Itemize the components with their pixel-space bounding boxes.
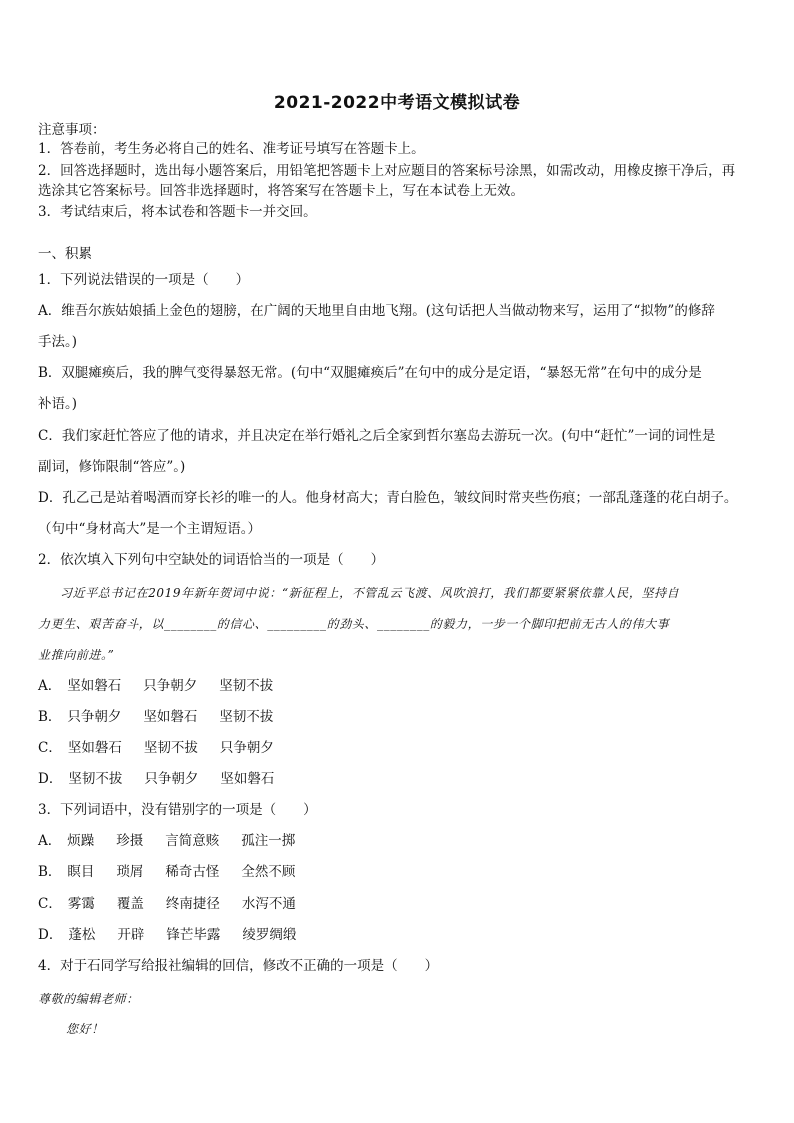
question-3-option-a[interactable] xyxy=(38,832,760,850)
option-word: 坚韧不拔 xyxy=(219,678,274,694)
option-word: 言简意赅 xyxy=(165,833,220,849)
question-3-option-d[interactable] xyxy=(38,926,760,944)
option-label: A． xyxy=(38,678,62,694)
option-word: 水泻不通 xyxy=(241,896,296,912)
option-word: 锋芒毕露 xyxy=(166,927,221,943)
option-label: B． xyxy=(38,709,62,725)
option-word: 终南捷径 xyxy=(165,896,220,912)
option-word: 坚如磐石 xyxy=(143,709,198,725)
question-3-stem: 3．下列词语中，没有错别字的一项是（ ） xyxy=(38,802,317,818)
option-word: 烦躁 xyxy=(67,833,95,849)
question-1-option-a: A．维吾尔族姑娘插上金色的翅膀，在广阔的天地里自由地飞翔。(这句话把人当做动物来写，运用了“拟物”的修辞 xyxy=(38,303,715,319)
question-4-stem: 4．对于石同学写给报社编辑的回信，修改不正确的一项是（ ） xyxy=(38,958,439,974)
question-2-option-c[interactable] xyxy=(38,739,760,757)
option-word: 瞑目 xyxy=(67,864,95,880)
question-1-stem: 1．下列说法错误的一项是（ ） xyxy=(38,272,250,288)
option-word: 琐屑 xyxy=(116,864,144,880)
option-word: 开辟 xyxy=(117,927,145,943)
option-word: 覆盖 xyxy=(116,896,144,912)
option-word: 坚韧不拔 xyxy=(143,740,198,756)
option-word: 坚如磐石 xyxy=(67,678,122,694)
option-word: 坚韧不拔 xyxy=(68,771,123,787)
option-word: 只争朝夕 xyxy=(143,678,198,694)
notice-item: 1．答卷前，考生务必将自己的姓名、准考证号填写在答题卡上。 xyxy=(38,141,425,157)
question-1-option-b-cont: 补语。) xyxy=(38,396,78,412)
option-word: 稀奇古怪 xyxy=(165,864,220,880)
option-word: 全然不顾 xyxy=(241,864,296,880)
question-2-option-d[interactable] xyxy=(38,770,760,788)
option-word: 孤注一掷 xyxy=(241,833,296,849)
option-word: 珍摄 xyxy=(116,833,144,849)
option-word: 雾霭 xyxy=(67,896,95,912)
notice-item: 选涂其它答案标号。回答非选择题时，将答案写在答题卡上，写在本试卷上无效。 xyxy=(38,183,524,199)
option-label: D． xyxy=(38,771,63,787)
option-word: 绫罗绸缎 xyxy=(242,927,297,943)
question-1-option-d: D．孔乙己是站着喝酒而穿长衫的唯一的人。他身材高大；青白脸色，皱纹间时常夹些伤痕；一部乱蓬蓬的花白胡子。 xyxy=(38,490,738,506)
option-word: 只争朝夕 xyxy=(67,709,122,725)
option-word: 坚如磐石 xyxy=(67,740,122,756)
option-word: 蓬松 xyxy=(68,927,96,943)
question-3-option-b[interactable] xyxy=(38,863,760,881)
question-2-passage: 习近平总书记在2019年新年贺词中说：“新征程上，不管乱云飞渡、风吹浪打，我们都要紧紧依靠人民，坚持自 xyxy=(60,586,680,600)
exam-title: 2021-2022中考语文模拟试卷 xyxy=(273,93,521,113)
question-2-option-b[interactable] xyxy=(38,708,760,726)
question-1-option-b: B．双腿瘫痪后，我的脾气变得暴怒无常。(句中“双腿瘫痪后”在句中的成分是定语，“暴怒无常”在句中的成分是 xyxy=(38,365,702,381)
option-label: B． xyxy=(38,864,62,880)
letter-greeting: 您好！ xyxy=(66,1022,104,1036)
question-1-option-a-cont: 手法。) xyxy=(38,334,78,350)
option-label: C． xyxy=(38,740,62,756)
notice-item: 3．考试结束后，将本试卷和答题卡一并交回。 xyxy=(38,204,317,220)
section-heading: 一、积累 xyxy=(38,246,92,262)
question-1-option-c-cont: 副词，修饰限制“答应”。) xyxy=(38,459,186,475)
option-word: 坚韧不拔 xyxy=(219,709,274,725)
question-2-passage: 业推向前进。” xyxy=(38,648,115,662)
notice-heading: 注意事项： xyxy=(38,122,106,138)
question-3-option-c[interactable] xyxy=(38,895,760,913)
letter-salutation: 尊敬的编辑老师： xyxy=(38,992,139,1006)
question-1-option-d-cont: （句中“身材高大”是一个主谓短语。） xyxy=(38,521,262,537)
question-1-option-c: C．我们家赶忙答应了他的请求，并且决定在举行婚礼之后全家到哲尔塞岛去游玩一次。(句中“赶忙”一词的词性是 xyxy=(38,428,716,444)
question-2-passage: 力更生、艰苦奋斗，以________的信心、_________的劲头、________的毅力，一步一个脚印把前无古人的伟大事 xyxy=(38,617,670,631)
notice-item: 2．回答选择题时，选出每小题答案后，用铅笔把答题卡上对应题目的答案标号涂黑，如需改动，用橡皮擦干净后，再 xyxy=(38,163,736,179)
option-label: C． xyxy=(38,896,62,912)
option-label: A． xyxy=(38,833,62,849)
question-2-option-a[interactable] xyxy=(38,677,760,695)
option-word: 坚如磐石 xyxy=(220,771,275,787)
option-label: D． xyxy=(38,927,63,943)
option-word: 只争朝夕 xyxy=(219,740,274,756)
question-2-stem: 2．依次填入下列句中空缺处的词语恰当的一项是（ ） xyxy=(38,552,385,568)
option-word: 只争朝夕 xyxy=(144,771,199,787)
